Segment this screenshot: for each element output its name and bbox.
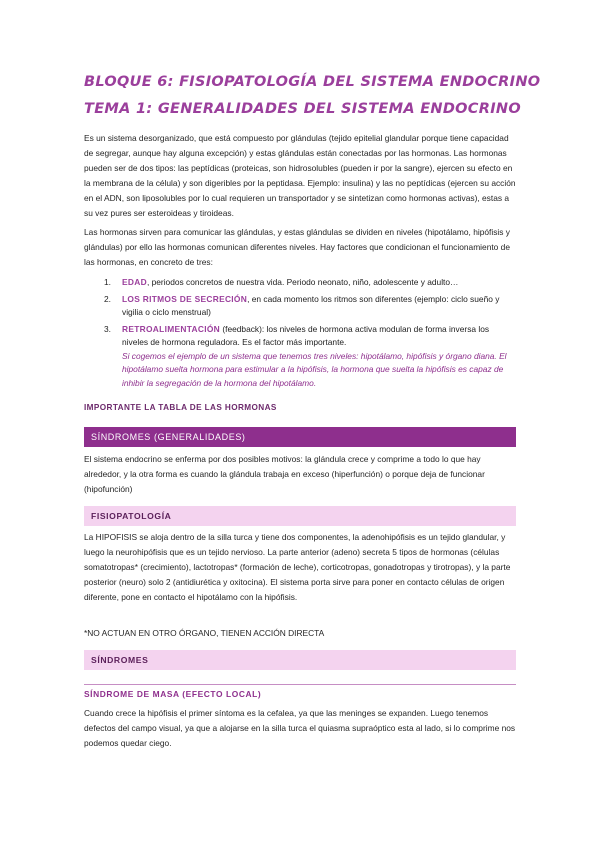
section-heading-sindromes: SÍNDROMES — [84, 650, 516, 670]
sindrome-masa-paragraph: Cuando crece la hipófisis el primer síntoma es la cefalea, ya que las meninges se expanden. Luego tenemos defectos del campo visual, ya que a alojarse en la silla turca el quiasma supraóptico esta al lado, si lo comprime nos podemos quedar ciego. — [84, 708, 516, 748]
intro-paragraph-2: Las hormonas sirven para comunicar las glándulas, y estas glándulas se dividen en niveles (hipotálamo, hipófisis y glándulas) por ello las hormonas comunican diferentes niveles. Hay factores que condicionan el funcionamiento de las hormonas, en concreto de tres: — [84, 227, 510, 267]
section-divider — [84, 684, 516, 685]
important-note: IMPORTANTE LA TABLA DE LAS HORMONAS — [84, 403, 277, 412]
factor-keyword: LOS RITMOS DE SECRECIÓN — [122, 293, 248, 304]
factor-text: (feedback): los niveles de hormona activa modulan de forma inversa los niveles de hormona reguladora. Es el factor más importante. — [122, 323, 490, 347]
factors-list — [84, 276, 516, 390]
factor-text: , periodos concretos de nuestra vida. Periodo neonato, niño, adolescente y adulto… — [146, 277, 459, 287]
list-item — [84, 276, 516, 290]
section-heading-sindromes-generalidades: SÍNDROMES (GENERALIDADES) — [84, 427, 516, 447]
topic-title: TEMA 1: GENERALIDADES DEL SISTEMA ENDOCRINO — [84, 101, 521, 117]
section-heading-sindrome-masa: SÍNDROME DE MASA (EFECTO LOCAL) — [84, 689, 262, 699]
list-number: 1. — [104, 277, 111, 287]
list-number: 3. — [104, 323, 111, 334]
fisiopatologia-note: *NO ACTUAN EN OTRO ÓRGANO, TIENEN ACCIÓN DIRECTA — [84, 628, 325, 638]
section-heading-fisiopatologia: FISIOPATOLOGÍA — [84, 506, 516, 526]
list-number: 2. — [104, 293, 111, 304]
factor-text: , en cada momento los ritmos son diferentes (ejemplo: ciclo sueño y vigilia o ciclo menstrual) — [122, 293, 500, 317]
list-item — [84, 323, 516, 391]
fisiopatologia-paragraph: La HIPOFISIS se aloja dentro de la silla turca y tiene dos componentes, la adenohipófisis es un tejido glandular, y luego la neurohipófisis que es un tejido nervioso. La parte anterior (adeno) secreta 5 tipos de hormonas (células somatotropas* (crecimiento), lactotropas* (formación de leche), corticotropas, gonadotropas y tirotropas), y la parte posterior (neuro) solo 2 (antidiurética y oxitocina). El sistema porta sirve para poner en contacto células de origen diferente, pone en contacto el hipotálamo con la hipófisis. — [84, 532, 511, 602]
intro-paragraph-1: Es un sistema desorganizado, que está compuesto por glándulas (tejido epitelial glandular porque tiene capacidad de segregar, aunque hay alguna excepción) y estas glándulas están conectadas por las hormonas. Las hormonas pueden ser de dos tipos: las peptídicas (proteicas, son hidrosolubles (pueden ir por la sangre), ejercen su efecto en la membrana de la célula) y son digeribles por la peptidasa. Ejemplo: insulina) y las no peptídicas (ejercen su acción en el ADN, son liposolubles por lo cual requieren un transportador y se sintetizan como hormonas activas), estas a su vez pures ser esteroideas y tiroideas. — [84, 133, 516, 218]
factor-example: Si cogemos el ejemplo de un sistema que tenemos tres niveles: hipotálamo, hipófisis y órgano diana. El hipotálamo suelta hormona para estimular a la hipófisis, la hormona que suelta la hipófisis es capaz de inhibir la segregación de la hormona del hipotálamo. — [122, 350, 507, 388]
block-title: BLOQUE 6: FISIOPATOLOGÍA DEL SISTEMA ENDOCRINO — [84, 74, 541, 90]
factor-keyword: RETROALIMENTACIÓN — [122, 323, 220, 334]
sindromes-general-paragraph: El sistema endocrino se enferma por dos posibles motivos: la glándula crece y comprime a todo lo que hay alrededor, y la otra forma es cuando la glándula trabaja en exceso (hiperfunción) o porque deja de funcionar (hipofunción) — [84, 454, 485, 494]
factor-keyword: EDAD — [122, 277, 147, 287]
list-item — [84, 293, 516, 320]
